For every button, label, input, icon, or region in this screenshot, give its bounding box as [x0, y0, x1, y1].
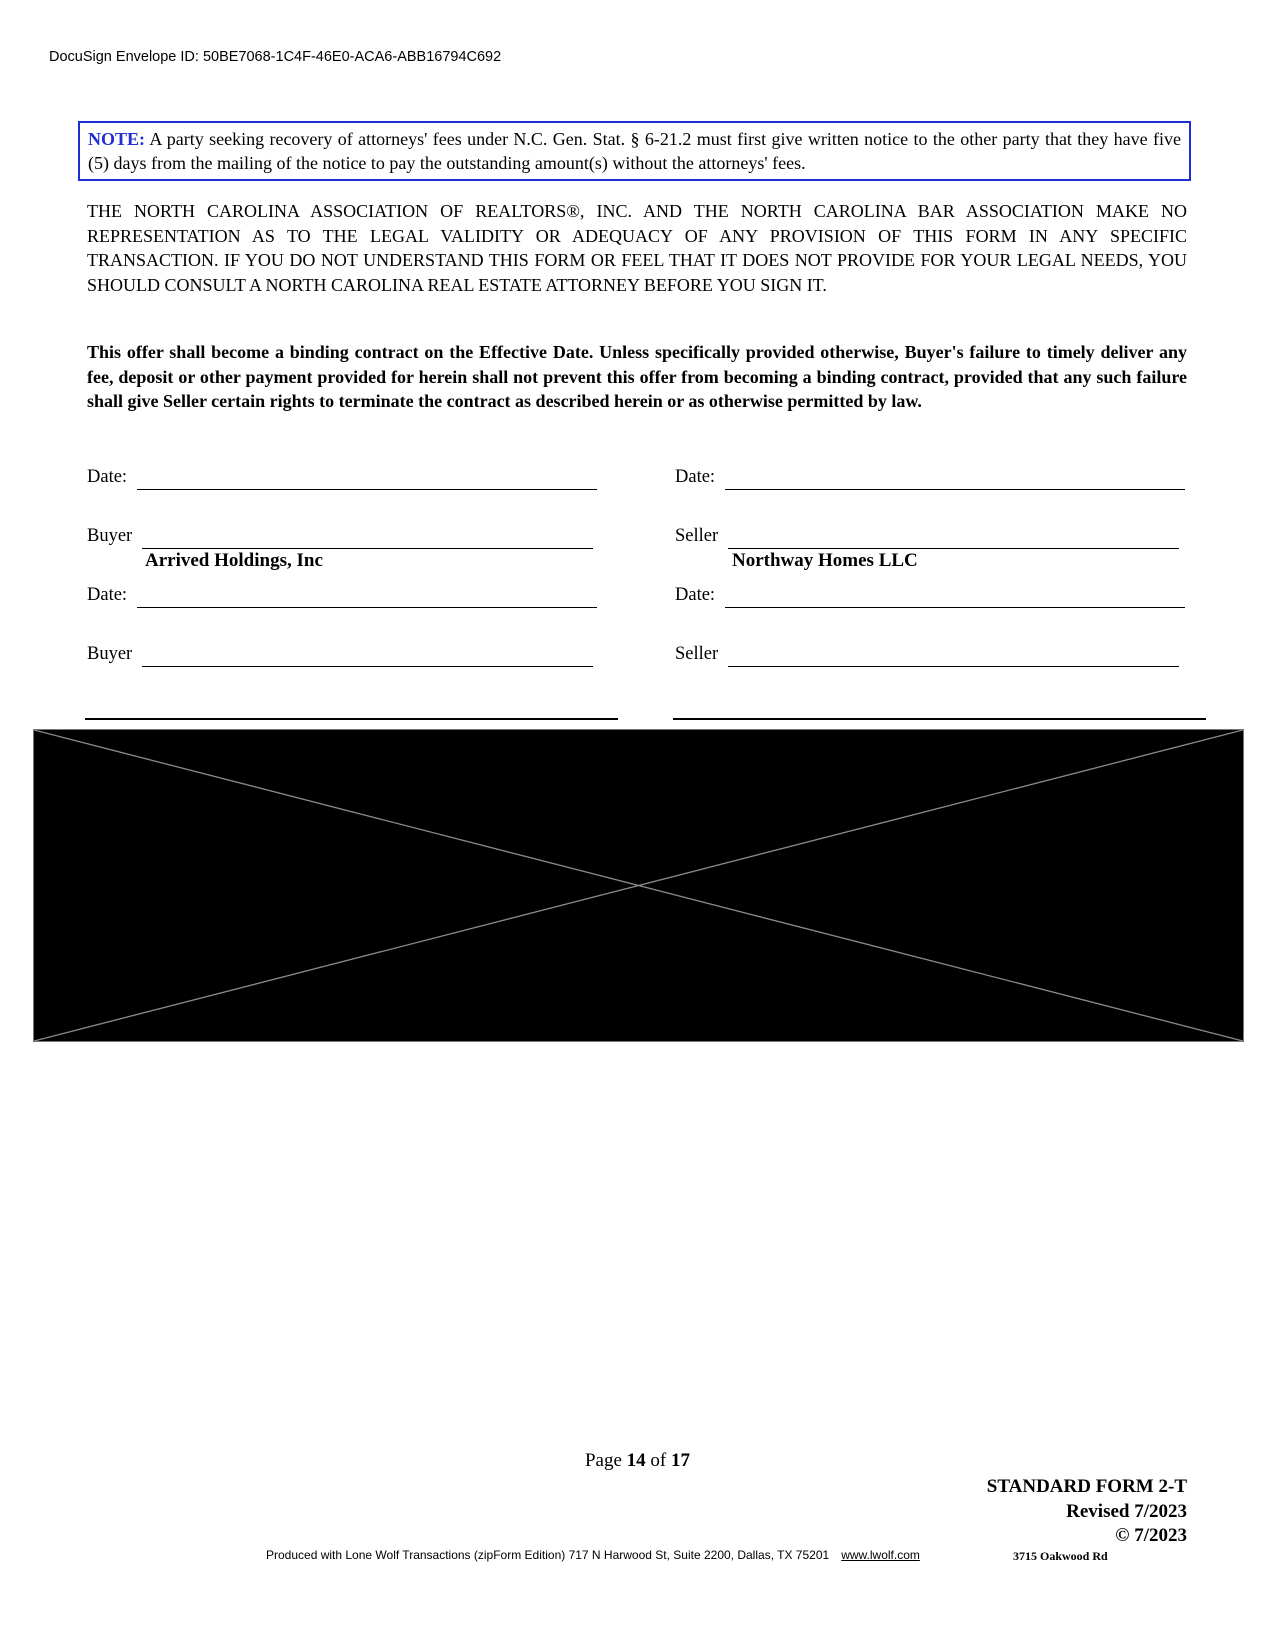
property-address: 3715 Oakwood Rd — [1013, 1549, 1108, 1563]
right-separator-line — [673, 718, 1206, 720]
buyer-signature-line-1[interactable] — [142, 548, 593, 549]
binding-contract-statement: This offer shall become a binding contract on the Effective Date. Unless specifically provided otherwise, Buyer's failure to timely deliver any fee, deposit or other payment provided for herein shall not prevent this offer from becoming a binding contract, provided that any such failure shall give Seller certain rights to terminate the contract as described herein or as otherwise permitted by law. — [87, 342, 1187, 411]
produced-with-footer — [266, 1548, 920, 1562]
docusign-envelope-id: DocuSign Envelope ID: 50BE7068-1C4F-46E0-ACA6-ABB16794C692 — [49, 49, 502, 65]
redaction-cross-icon — [34, 730, 1243, 1041]
legal-disclaimer: THE NORTH CAROLINA ASSOCIATION OF REALTORS®, INC. AND THE NORTH CAROLINA BAR ASSOCIATION MAKE NO REPRESENTATION AS TO THE LEGAL VALIDITY OR ADEQUACY OF ANY PROVISION OF THIS FORM IN ANY SPECIFIC TRANSACTION. IF YOU DO NOT UNDERSTAND THIS FORM OR FEEL THAT IT DOES NOT PROVIDE FOR YOUR LEGAL NEEDS, YOU SHOULD CONSULT A NORTH CAROLINA REAL ESTATE ATTORNEY BEFORE YOU SIGN IT. — [87, 201, 1187, 295]
buyer-signature-line-2[interactable] — [142, 666, 593, 667]
page-total: 17 — [671, 1450, 690, 1471]
seller-date-label-1: Date: — [675, 467, 716, 487]
page-number — [0, 1450, 1275, 1472]
seller-date-label-2: Date: — [675, 585, 716, 605]
page-of: of — [650, 1450, 667, 1471]
seller-date-line-2[interactable] — [725, 607, 1185, 608]
redacted-area — [33, 729, 1244, 1042]
form-identifier — [987, 1475, 1187, 1549]
produced-with-text: Produced with Lone Wolf Transactions (zipForm Edition) 717 N Harwood St, Suite 2200, Dallas, TX 75201 — [266, 1548, 830, 1562]
buyer-date-label-1: Date: — [87, 467, 128, 487]
seller-signature-line-1[interactable] — [728, 548, 1179, 549]
note-label: NOTE: — [88, 129, 146, 149]
buyer-signature-label-2: Buyer — [87, 644, 133, 664]
page-current: 14 — [626, 1450, 646, 1471]
note-text: A party seeking recovery of attorneys' fees under N.C. Gen. Stat. § 6-21.2 must first give written notice to the other party that they have five (5) days from the mailing of the notice to pay the outstanding amount(s) without the attorneys' fees. — [88, 129, 1181, 173]
form-name: STANDARD FORM 2-T — [986, 1476, 1187, 1497]
buyer-date-label-2: Date: — [87, 585, 128, 605]
buyer-entity-name: Arrived Holdings, Inc — [145, 550, 323, 571]
buyer-date-line-1[interactable] — [137, 489, 597, 490]
form-copyright: © 7/2023 — [1115, 1525, 1187, 1546]
buyer-signature-label-1: Buyer — [87, 526, 133, 546]
seller-signature-line-2[interactable] — [728, 666, 1179, 667]
lwolf-website-link[interactable]: www.lwolf.com — [841, 1548, 920, 1562]
left-separator-line — [85, 718, 618, 720]
buyer-date-line-2[interactable] — [137, 607, 597, 608]
attorney-fees-note — [78, 121, 1191, 181]
form-revised: Revised 7/2023 — [1066, 1500, 1187, 1522]
seller-signature-label-2: Seller — [675, 644, 719, 664]
seller-date-line-1[interactable] — [725, 489, 1185, 490]
page-prefix: Page — [584, 1450, 622, 1471]
seller-signature-label-1: Seller — [675, 526, 719, 546]
seller-entity-name: Northway Homes LLC — [732, 550, 918, 571]
